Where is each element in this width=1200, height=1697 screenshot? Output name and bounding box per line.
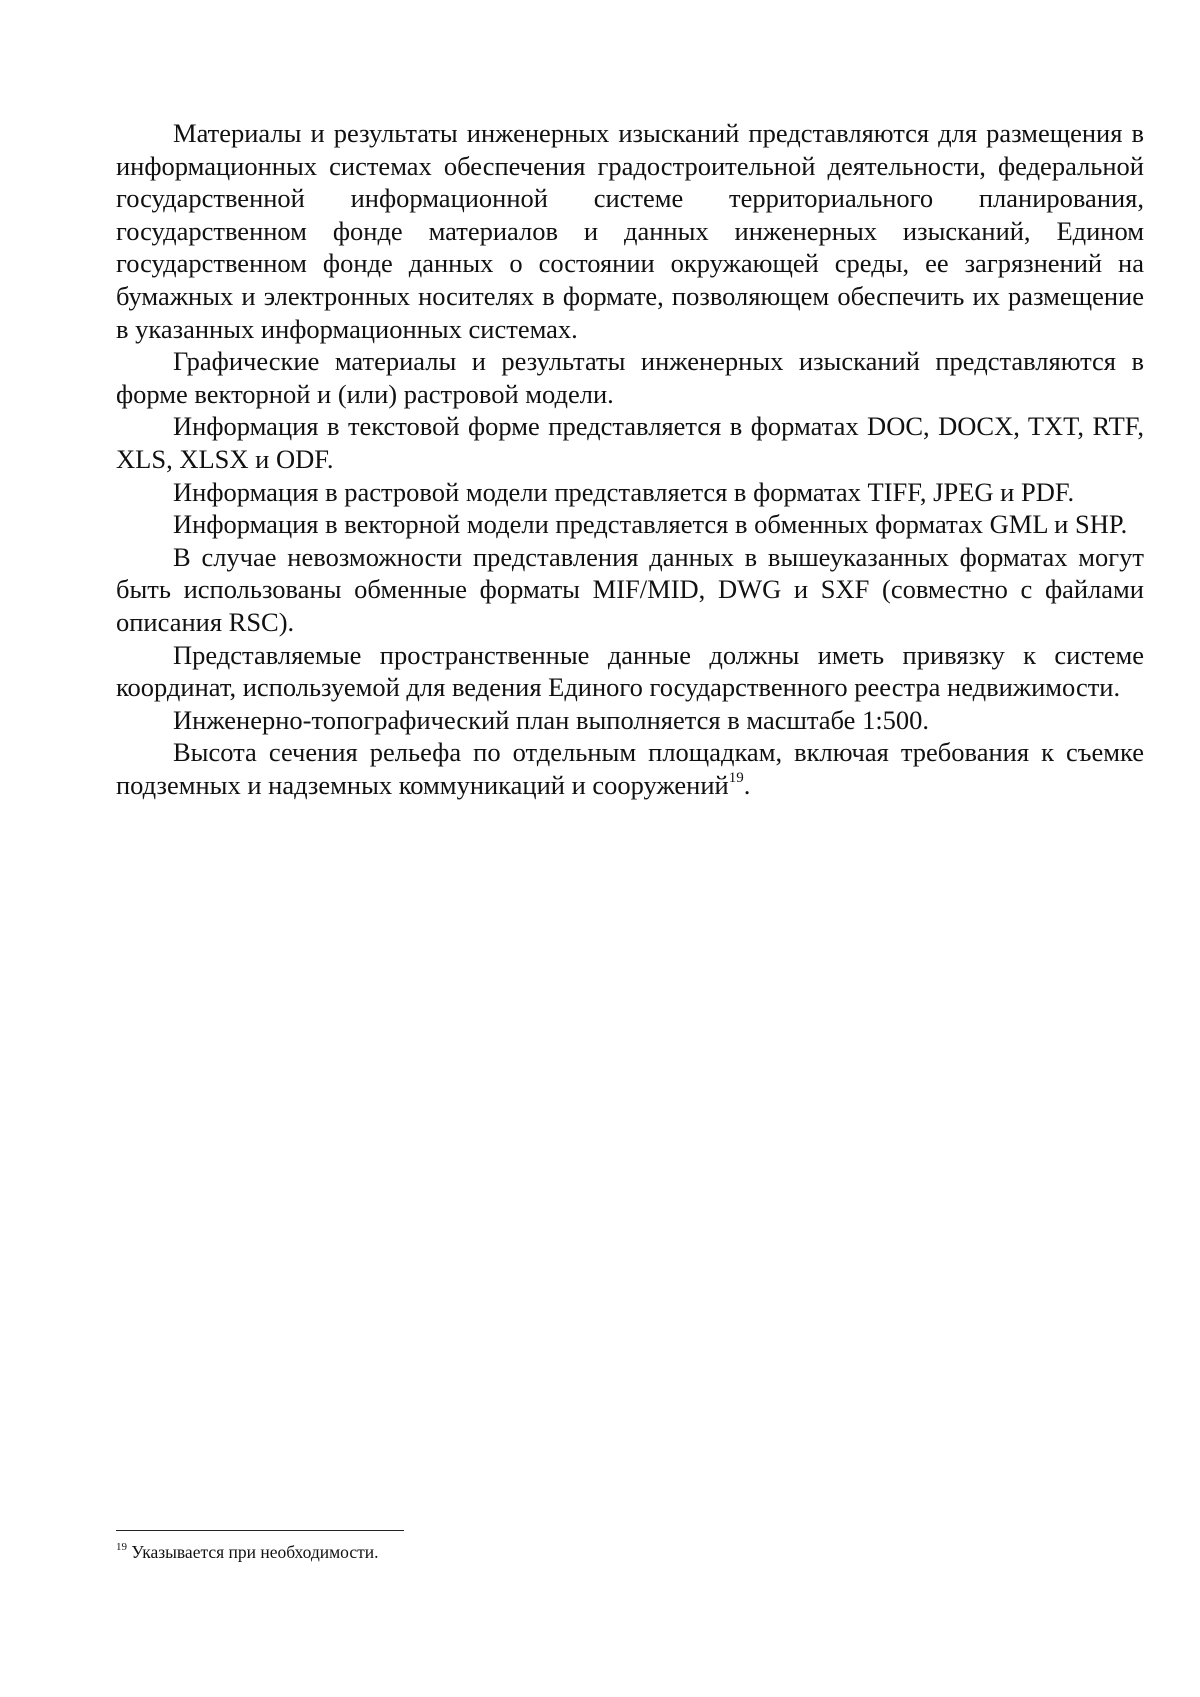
relief-section-period: . (743, 769, 751, 800)
document-body (116, 117, 1144, 801)
paragraph-graphic-materials: Графические материалы и результаты инженерных изысканий представляются в форме векторной и (или) растровой модели. (116, 346, 1144, 409)
paragraph-materials-placement: Материалы и результаты инженерных изысканий представляются для размещения в информационных системах обеспечения градостроительной деятельности, федеральной государственной информационной системе территориального планирования, государственном фонде материалов и данных инженерных изысканий, Едином государственном фонде данных о состоянии окружающей среды, ее загрязнений на бумажных и электронных носителях в формате, позволяющем обеспечить их размещение в указанных информационных системах. (116, 118, 1144, 344)
paragraph-text-formats: Информация в текстовой форме представляется в форматах DOC, DOCX, TXT, RTF, XLS, XLSX и ODF. (116, 411, 1144, 474)
paragraph-exchange-formats: В случае невозможности представления данных в вышеуказанных форматах могут быть использованы обменные форматы MIF/MID, DWG и SXF (совместно с файлами описания RSC). (116, 541, 1144, 637)
paragraph-plan-scale: Инженерно-топографический план выполняется в масштабе 1:500. (173, 704, 930, 735)
paragraph-relief-section (116, 736, 1144, 801)
footnote-reference: 19 (728, 770, 744, 787)
paragraph-raster-formats: Информация в растровой модели представляется в форматах TIFF, JPEG и PDF. (173, 476, 1075, 507)
footnote (116, 1541, 1144, 1563)
footnote-separator (116, 1530, 404, 1531)
paragraph-coordinate-system: Представляемые пространственные данные должны иметь привязку к системе координат, используемой для ведения Единого государственного реестра недвижимости. (116, 639, 1144, 703)
footnote-number: 19 (116, 1541, 127, 1554)
paragraph-vector-formats: Информация в векторной модели представляется в обменных форматах GML и SHP. (173, 509, 1128, 540)
relief-section-text: Высота сечения рельефа по отдельным площадкам, включая требования к съемке подземных и надземных коммуникаций и сооружений (116, 737, 1144, 800)
footnote-text: Указывается при необходимости. (131, 1542, 379, 1562)
